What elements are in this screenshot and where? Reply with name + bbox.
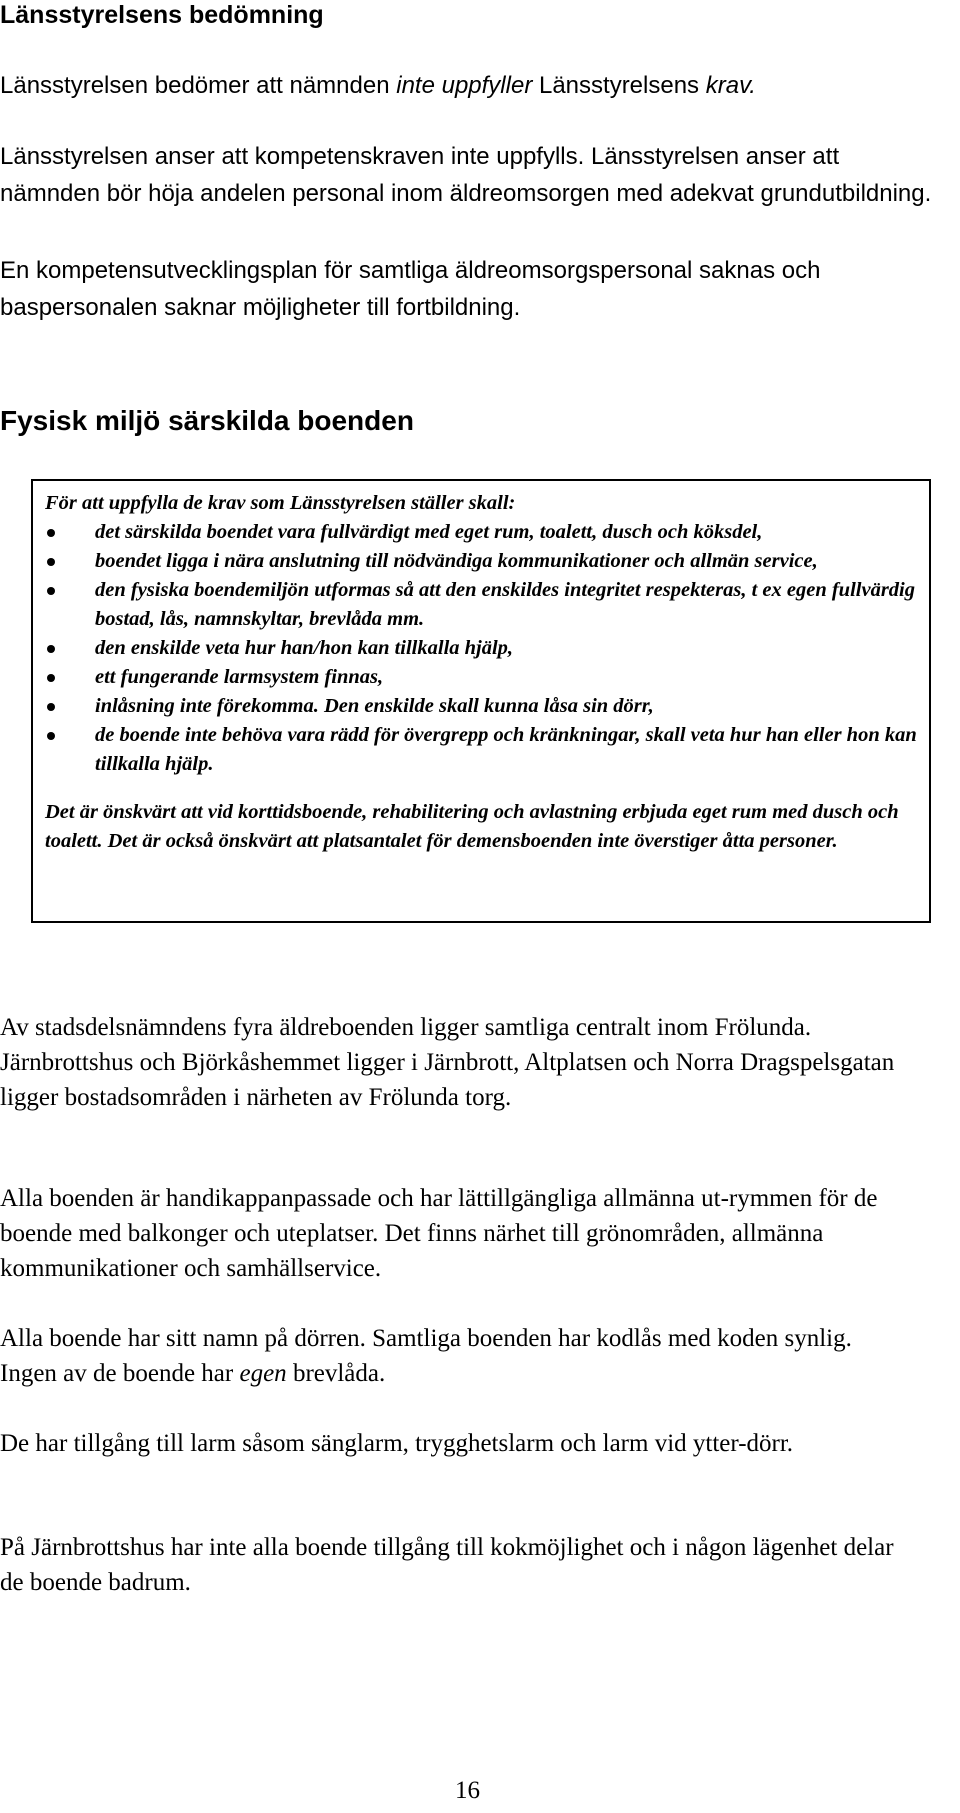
judgement-text: Länsstyrelsen bedömer att nämnden — [0, 72, 397, 99]
list-item — [45, 518, 917, 547]
page-heading: Länsstyrelsens bedömning — [0, 1, 324, 29]
judgement-emphasis-2: krav. — [705, 72, 756, 99]
requirements-list — [45, 518, 917, 779]
judgement-emphasis: inte uppfyller — [396, 72, 533, 99]
list-item-text: boendet ligga i nära anslutning till nödvändiga kommunikationer och allmän service, — [95, 550, 818, 572]
development-plan-paragraph: En kompetensutvecklingsplan för samtliga äldreomsorgspersonal saknas och baspersonalen saknar möjligheter till fortbildning. — [0, 257, 821, 321]
accessibility-paragraph: Alla boenden är handikappanpassade och har lättillgängliga allmänna ut-rymmen för de boende med balkonger och uteplatser. Det finns närhet till grönområden, allmänna kommunikationer och samhällservice. — [0, 1185, 878, 1282]
bullet-icon — [47, 674, 55, 682]
bullet-icon — [47, 703, 55, 711]
list-item-text: inlåsning inte förekomma. Den enskilde skall kunna låsa sin dörr, — [95, 695, 654, 717]
nameplates-emphasis: egen — [239, 1360, 287, 1387]
requirements-box — [31, 479, 931, 923]
kitchen-paragraph: På Järnbrottshus har inte alla boende tillgång till kokmöjlighet och i någon lägenhet delar de boende badrum. — [0, 1534, 894, 1596]
judgement-paragraph — [0, 67, 940, 104]
list-item-text: den enskilde veta hur han/hon kan tillkalla hjälp, — [95, 637, 514, 659]
bullet-icon — [47, 558, 55, 566]
list-item-text: ett fungerande larmsystem finnas, — [95, 666, 384, 688]
competence-paragraph: Länsstyrelsen anser att kompetenskraven inte uppfylls. Länsstyrelsen anser att nämnden bör höja andelen personal inom äldreomsorgen med adekvat grundutbildning. — [0, 143, 932, 207]
list-item — [45, 576, 917, 634]
list-item — [45, 692, 917, 721]
page-number: 16 — [455, 1777, 480, 1804]
bullet-icon — [47, 732, 55, 740]
list-item — [45, 634, 917, 663]
requirements-intro: För att uppfylla de krav som Länsstyrelsen ställer skall: — [45, 492, 516, 514]
requirements-outro: Det är önskvärt att vid korttidsboende, rehabilitering och avlastning erbjuda eget rum med dusch och toalett. Det är också önskvärt att platsantalet för demensboenden inte överstiger åtta personer. — [45, 801, 899, 852]
nameplates-paragraph — [0, 1321, 915, 1391]
judgement-text-middle: Länsstyrelsens — [532, 72, 706, 99]
list-item — [45, 721, 917, 779]
list-item — [45, 547, 917, 576]
list-item-text: den fysiska boendemiljön utformas så att den enskildes integritet respekteras, t ex egen fullvärdig bostad, lås, namnskyltar, brevlåda mm. — [95, 579, 915, 630]
list-item-text: det särskilda boendet vara fullvärdigt med eget rum, toalett, dusch och köksdel, — [95, 521, 763, 543]
list-item-text: de boende inte behöva vara rädd för övergrepp och kränkningar, skall veta hur han eller hon kan tillkalla hjälp. — [95, 724, 917, 775]
bullet-icon — [47, 587, 55, 595]
section-title: Fysisk miljö särskilda boenden — [0, 405, 414, 436]
bullet-icon — [47, 645, 55, 653]
location-paragraph: Av stadsdelsnämndens fyra äldreboenden ligger samtliga centralt inom Frölunda. Järnbrottshus och Björkåshemmet ligger i Järnbrott, Altplatsen och Norra Dragspelsgatan ligger bostadsområden i närheten av Frölunda torg. — [0, 1014, 895, 1111]
nameplates-text-end: brevlåda. — [286, 1360, 386, 1387]
bullet-icon — [47, 529, 55, 537]
nameplates-text: Alla boende har sitt namn på dörren. Samtliga boenden har kodlås med koden synlig. Ingen av de boende har — [0, 1325, 852, 1387]
alarm-paragraph: De har tillgång till larm såsom sänglarm, trygghetslarm och larm vid ytter-dörr. — [0, 1430, 794, 1457]
list-item — [45, 663, 917, 692]
